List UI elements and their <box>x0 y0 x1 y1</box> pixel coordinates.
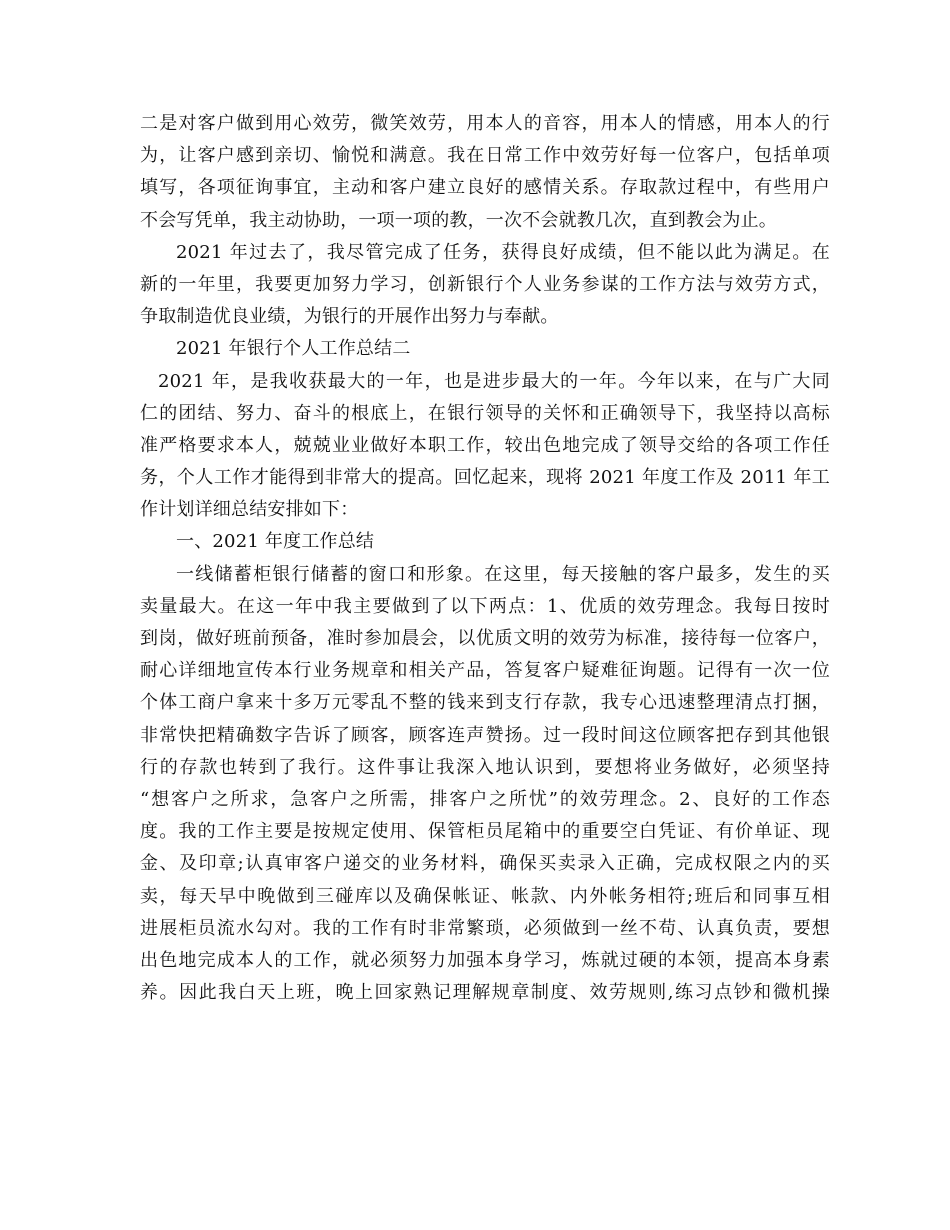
paragraph-line: 卖，每天早中晚做到三碰库以及确保帐证、帐款、内外帐务相符;班后和同事互相 <box>140 885 830 907</box>
paragraph-line: 准严格要求本人，兢兢业业做好本职工作，较出色地完成了领导交给的各项工作任 <box>140 434 830 456</box>
paragraph-line: 到岗，做好班前预备，准时参加晨会，以优质文明的效劳为标准，接待每一位客户， <box>140 628 830 649</box>
section-heading: 一、2021 年度工作总结 <box>176 531 375 553</box>
paragraph-line: 一线储蓄柜银行储蓄的窗口和形象。在这里，每天接触的客户最多，发生的买 <box>176 563 830 585</box>
paragraph-line: “想客户之所求，急客户之所需，排客户之所忧”的效劳理念。2、良好的工作态 <box>140 788 830 810</box>
paragraph-line: 二是对客户做到用心效劳，微笑效劳，用本人的音容，用本人的情感，用本人的行 <box>140 113 830 134</box>
paragraph-line: 进展柜员流水勾对。我的工作有时非常繁琐，必须做到一丝不苟、认真负责，要想 <box>140 917 830 939</box>
paragraph-line: 金、及印章;认真审客户递交的业务材料，确保买卖录入正确，完成权限之内的买 <box>140 853 830 875</box>
document-body <box>140 108 830 1009</box>
paragraph-line: 新的一年里，我要更加努力学习，创新银行个人业务参谋的工作方法与效劳方式， <box>140 273 830 295</box>
paragraph-line: 出色地完成本人的工作，就必须努力加强本身学习，炼就过硬的本领，提高本身素 <box>140 949 830 971</box>
paragraph-line: 为，让客户感到亲切、愉悦和满意。我在日常工作中效劳好每一位客户，包括单项 <box>140 145 830 167</box>
paragraph-line: 度。我的工作主要是按规定使用、保管柜员尾箱中的重要空白凭证、有价单证、现 <box>140 821 830 843</box>
paragraph-line: 仁的团结、努力、奋斗的根底上，在银行领导的关怀和正确领导下，我坚持以高标 <box>140 402 830 424</box>
section-heading: 2021 年银行个人工作总结二 <box>176 338 411 360</box>
paragraph-line: 耐心详细地宣传本行业务规章和相关产品，答复客户疑难征询题。记得有一次一位 <box>140 660 830 682</box>
paragraph-line: 争取制造优良业绩，为银行的开展作出努力与奉献。 <box>140 306 559 328</box>
paragraph-line: 作计划详细总结安排如下： <box>140 499 359 521</box>
paragraph-line: 非常快把精确数字告诉了顾客，顾客连声赞扬。过一段时间这位顾客把存到其他银 <box>140 724 830 746</box>
paragraph-line: 个体工商户拿来十多万元零乱不整的钱来到支行存款，我专心迅速整理清点打捆， <box>140 692 830 714</box>
paragraph-line: 务，个人工作才能得到非常大的提高。回忆起来，现将 2021 年度工作及 2011 年工 <box>140 467 830 489</box>
paragraph-line: 不会写凭单，我主动协助，一项一项的教，一次不会就教几次，直到教会为止。 <box>140 209 777 231</box>
paragraph-line: 2021 年，是我收获最大的一年，也是进步最大的一年。今年以来，在与广大同 <box>158 370 830 392</box>
paragraph-line: 卖量最大。在这一年中我主要做到了以下两点：1、优质的效劳理念。我每日按时 <box>140 595 830 617</box>
paragraph-line: 养。因此我白天上班，晚上回家熟记理解规章制度、效劳规则,练习点钞和微机操 <box>140 982 830 1004</box>
paragraph-line: 2021 年过去了，我尽管完成了任务，获得良好成绩，但不能以此为满足。在 <box>176 241 830 263</box>
paragraph-line: 行的存款也转到了我行。这件事让我深入地认识到，要想将业务做好，必须坚持 <box>140 756 830 778</box>
paragraph-line: 填写，各项征询事宜，主动和客户建立良好的感情关系。存取款过程中，有些用户 <box>140 177 830 199</box>
